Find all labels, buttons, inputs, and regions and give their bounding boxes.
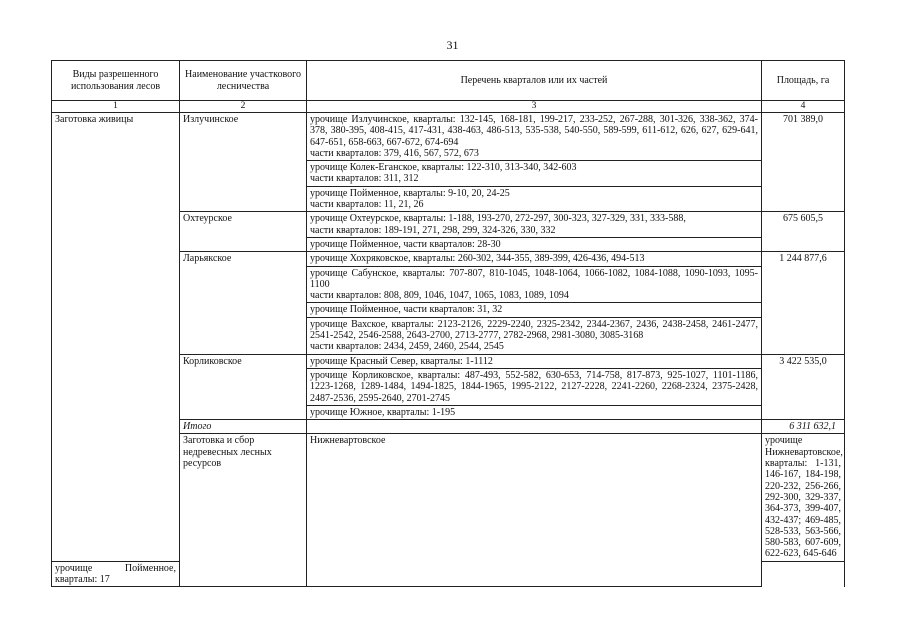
header-quarters: Перечень кварталов или их частей — [307, 61, 762, 101]
quarter-list — [307, 161, 762, 187]
quarter-list — [307, 252, 762, 266]
total-empty-cell — [307, 420, 762, 434]
quarter-list — [307, 237, 762, 251]
header-forestry: Наименование участкового лесничества — [180, 61, 307, 101]
column-number: 3 — [307, 101, 762, 113]
total-label: Итого — [180, 420, 307, 434]
quarter-main: урочище Пойменное, кварталы: 9-10, 20, 24-25 — [310, 187, 510, 199]
header-use-type: Виды разрешенного использования лесов — [52, 61, 180, 101]
quarter-main: урочище Нижневартовское, кварталы: 1-131, 146-167, 184-198, 220-232, 256-266, 292-300, 329-337, 364-373, 399-407, 432-437; 469-485, 528-533, 563-566, 580-583, 607-609, 622-623, 645-646 — [765, 435, 843, 560]
quarter-main: урочище Пойменное, части кварталов: 31, 32 — [310, 304, 503, 316]
area-korlikovskoe: 3 422 535,0 — [762, 354, 845, 419]
quarter-parts: части кварталов: 379, 416, 567, 572, 673 — [310, 147, 479, 159]
forestry-nizhnevartovskoe: Нижневартовское — [307, 434, 762, 587]
quarter-parts: части кварталов: 2434, 2459, 2460, 2544, 2545 — [310, 341, 504, 353]
quarter-main: урочище Красный Север, кварталы: 1-1112 — [310, 355, 493, 367]
use-type-non-timber: Заготовка и сбор недревесных лесных ресурсов — [180, 434, 307, 587]
area-laryakskoe: 1 244 877,6 — [762, 252, 845, 354]
quarter-main: урочище Сабунское, кварталы: 707-807, 810-1045, 1048-1064, 1066-1082, 1084-1088, 1090-1093, 1095-1100 — [310, 267, 758, 290]
quarter-main: урочище Пойменное, части кварталов: 28-30 — [310, 238, 501, 250]
area-izluchinskoe: 701 389,0 — [762, 113, 845, 212]
quarter-parts: части кварталов: 808, 809, 1046, 1047, 1065, 1083, 1089, 1094 — [310, 290, 569, 302]
quarter-parts: части кварталов: 11, 21, 26 — [310, 199, 424, 211]
quarter-main: урочище Корликовское, кварталы: 487-493, 552-582, 630-653, 714-758, 817-873, 925-1027, 1101-1186, 1223-1268, 1289-1484, 1494-1825, 1844-1965, 1995-2122, 2127-2228, 2241-2260, 2268-2324, 2375-2428, 2487-2536, 2595-2640, 2701-2745 — [310, 369, 758, 404]
quarter-main: урочище Излучинское, кварталы: 132-145, 168-181, 199-217, 233-252, 267-288, 301-326, 338-362, 374-378, 380-395, 408-415, 417-431, 438-463, 486-513, 535-538, 540-550, 589-599, 611-612, 626, 627, 629-641, 647-651, 658-663, 667-672, 674-694 — [310, 114, 758, 148]
column-number: 4 — [762, 101, 845, 113]
quarter-list — [307, 405, 762, 419]
quarter-parts: части кварталов: 311, 312 — [310, 173, 419, 185]
column-number: 1 — [52, 101, 180, 113]
quarter-list — [762, 434, 845, 561]
column-numbers-row — [52, 101, 845, 113]
quarter-list — [52, 561, 180, 587]
quarter-main: урочище Пойменное, кварталы: 17 — [55, 562, 176, 585]
table-header-row — [52, 61, 845, 101]
quarter-main: урочище Охтеурское, кварталы: 1-188, 193-270, 272-297, 300-323, 327-329, 331, 333-588, — [310, 213, 686, 225]
forestry-izluchinskoe: Излучинское — [180, 113, 307, 212]
quarter-list — [307, 266, 762, 303]
forestry-korlikovskoe: Корликовское — [180, 354, 307, 419]
quarter-list — [307, 303, 762, 317]
quarter-parts: части кварталов: 189-191, 271, 298, 299, 324-326, 330, 332 — [310, 224, 556, 236]
quarter-list — [307, 317, 762, 354]
quarter-main: урочище Вахское, кварталы: 2123-2126, 2229-2240, 2325-2342, 2344-2367, 2436, 2438-2458, 2461-2477, 2541-2542, 2546-2588, 2643-2700, 2713-2777, 2782-2968, 2981-3080, 3085-3168 — [310, 318, 758, 342]
quarter-list — [307, 354, 762, 368]
header-area: Площадь, га — [762, 61, 845, 101]
column-number: 2 — [180, 101, 307, 113]
quarter-list — [307, 368, 762, 405]
forestry-laryakskoe: Ларьякское — [180, 252, 307, 354]
quarter-list — [307, 113, 762, 161]
quarter-main: урочище Колек-Еганское, кварталы: 122-310, 313-340, 342-603 — [310, 162, 577, 174]
total-area: 6 311 632,1 — [762, 420, 845, 434]
quarter-list — [307, 212, 762, 238]
quarter-list — [307, 186, 762, 212]
forestry-okhteurskoe: Охтеурское — [180, 212, 307, 252]
quarter-main: урочище Южное, кварталы: 1-195 — [310, 406, 456, 418]
area-okhteurskoe: 675 605,5 — [762, 212, 845, 252]
forest-use-table — [51, 60, 845, 587]
use-type-resin: Заготовка живицы — [52, 113, 180, 562]
quarter-main: урочище Хохряковское, кварталы: 260-302, 344-355, 389-399, 426-436, 494-513 — [310, 253, 645, 265]
page-number: 31 — [446, 38, 459, 52]
table-row — [52, 113, 845, 161]
